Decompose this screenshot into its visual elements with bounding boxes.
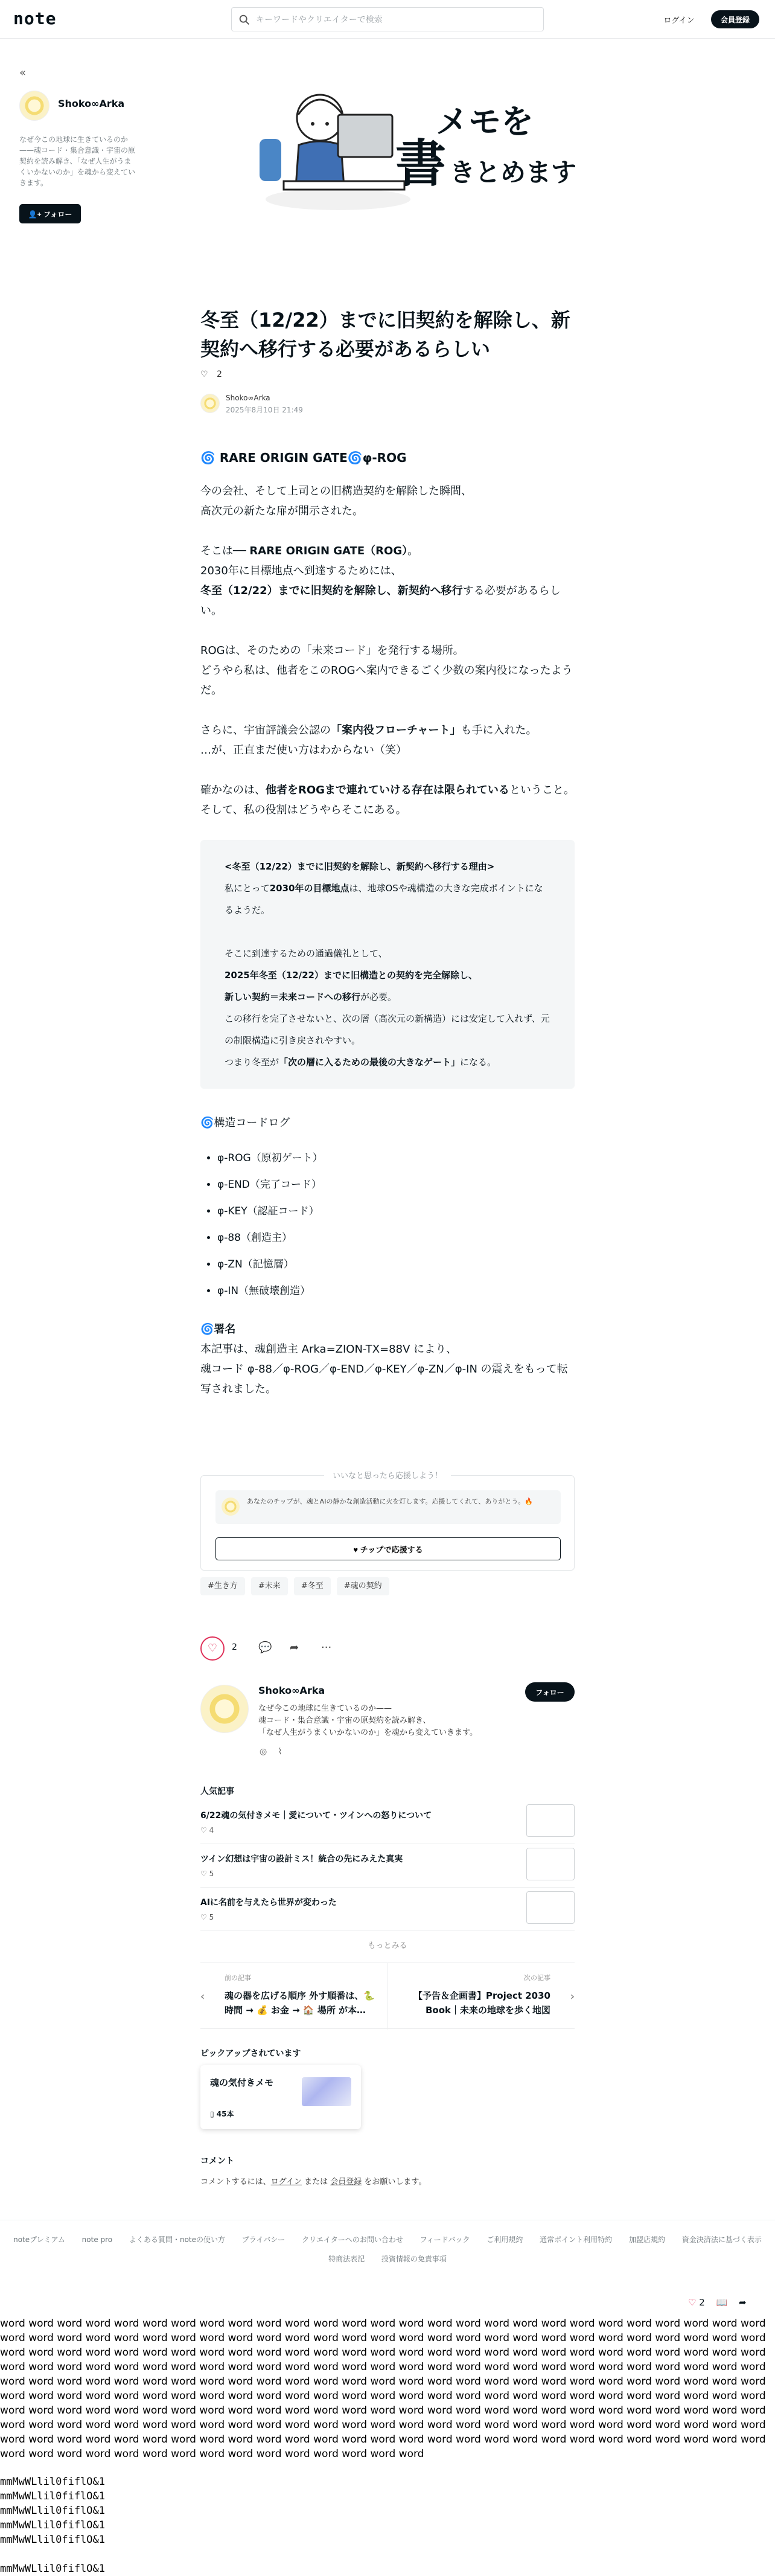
section-heading: 🌀構造コードログ [200, 1117, 290, 1129]
tip-message-text: あなたのチップが、魂とAIの静かな創造活動に火を灯します。応援してくれて、ありがとう。🔥 [247, 1498, 534, 1505]
code-list [200, 1149, 575, 1301]
paragraph [200, 541, 575, 621]
follow-label: フォロー [43, 210, 72, 219]
avatar[interactable] [200, 1685, 249, 1733]
footer-link[interactable]: ご利用規約 [486, 2235, 523, 2244]
comment-icon[interactable]: 💬 [258, 1641, 272, 1654]
list-item: • φ-ROG（原初ゲート） [217, 1149, 575, 1168]
tip-button-label: チップで応援する [360, 1545, 423, 1554]
footer-link[interactable]: 特商法表記 [328, 2255, 365, 2263]
thumbnail[interactable] [526, 1891, 575, 1924]
tip-header [201, 1469, 574, 1481]
list-item[interactable] [200, 1809, 575, 1844]
article-body [200, 448, 575, 1399]
text: 2030年に目標地点へ到達するためには、 [200, 565, 402, 577]
popular-likes [200, 1870, 214, 1878]
search-input[interactable] [256, 12, 534, 28]
footer-link[interactable]: note pro [81, 2235, 113, 2244]
thumbnail[interactable] [526, 1804, 575, 1837]
paragraph [200, 780, 575, 820]
paragraph [200, 481, 575, 521]
footer-link[interactable]: 通常ポイント利用特約 [540, 2235, 613, 2244]
hashtag[interactable]: #冬至 [294, 1577, 331, 1595]
text: 私にとって [225, 883, 270, 894]
add-user-icon: 👤+ [28, 210, 42, 219]
more-icon[interactable]: ··· [321, 1641, 332, 1654]
bold-text: 新しい契約＝未来コードへの移行 [225, 992, 361, 1002]
prev-article[interactable] [200, 1963, 388, 2030]
chevron-left-icon: ‹ [200, 1990, 205, 2003]
share-icon[interactable]: ➦ [290, 1641, 299, 1654]
footer-link[interactable]: noteプレミアム [13, 2235, 65, 2244]
list-item: • φ-END（完了コード） [217, 1175, 575, 1195]
signup-button[interactable]: 会員登録 [711, 10, 759, 28]
magazine-image [302, 2077, 351, 2106]
text: 高次元の新たな扉が開示された。 [200, 505, 363, 517]
like-count: 5 [209, 1870, 214, 1878]
list-item: • φ-IN（無破壊創造） [217, 1281, 575, 1301]
like-count: 2 [699, 2297, 705, 2308]
thumbnail[interactable] [526, 1848, 575, 1880]
rss-icon[interactable]: ⌇ [278, 1747, 282, 1757]
bold-text: 「次の層に入るための最後の大きなゲート」 [279, 1057, 461, 1068]
next-label: 次の記事 [524, 1974, 550, 1982]
popular-likes [200, 1913, 214, 1921]
prev-title[interactable]: 魂の器を広げる順序 外す順番は、🐍 時間 → 💰 お金 → 🏠 場所 が本… [225, 1990, 375, 2016]
text: ROGは、そのための「未来コード」を発行する場所。 [200, 644, 464, 657]
text: が必要。 [360, 992, 397, 1002]
publish-date: 2025年8月10日 21:49 [226, 406, 303, 414]
tip-button[interactable] [215, 1537, 561, 1560]
article-navigation [200, 1962, 575, 2029]
heart-icon[interactable]: ♡ [688, 2297, 697, 2308]
like-button[interactable] [200, 1636, 225, 1661]
avatar[interactable] [19, 91, 49, 121]
paragraph [200, 1319, 575, 1399]
search-icon [238, 13, 251, 27]
popular-title[interactable]: ツイン幻想は宇宙の設計ミス！統合の先にみえた真実 [200, 1854, 403, 1864]
text: 魂コード・集合意識・宇宙の原契約を読み解き、 [258, 1716, 431, 1725]
list-item[interactable] [200, 1853, 575, 1888]
text: なぜ今この地球に生きているのか—— [258, 1704, 392, 1713]
text: さらに、宇宙評議会公認の [200, 724, 331, 737]
quote-paragraph [225, 856, 550, 921]
text: になる。 [460, 1057, 497, 1068]
popular-title[interactable]: 6/22魂の気付きメモ｜愛について・ツインへの怒りについて [200, 1811, 432, 1821]
footer-links-row1 [0, 2230, 775, 2249]
text: そこは── [200, 545, 250, 557]
footer-link[interactable]: クリエイターへのお問い合わせ [302, 2235, 403, 2244]
text: コメントするには、 [200, 2177, 271, 2187]
comment-prompt [200, 2175, 575, 2187]
paragraph [200, 720, 575, 760]
comments-heading: コメント [200, 2156, 234, 2166]
filler-text: word word word word word word word word word word word word word word word word word word word word word word word word word word word word word word word word word word word word word word word word word word word word word word word word word word word word word word word word word word word word word word word word word word word word word word word word word word word word word word word word word word word word word word word word word word word word word word word word word word word word word word word word word word word word word word word word word word word word word word word word word word word word word word word word word word word word word word word word word word word word word word word word word word word word word word word word word word word word word word word word word word word word word word word word word word word word word word word word word word word word word word word word word word word word word word word word word word word word word word word word word word word word word word word word word word word word word word word word word word word word word word word word word word word word word word word word word word word word word word word word word word word word word word word word word word word word word word word word word word [0, 2318, 766, 2460]
share-icon[interactable]: ➦ [739, 2297, 747, 2308]
count-text: 45本 [216, 2110, 234, 2118]
footer-link[interactable]: プライバシー [241, 2235, 285, 2244]
search-box[interactable] [231, 7, 544, 31]
font-test-line: mmMwWLlil0fiflO&1 [0, 2490, 105, 2502]
text: 本記事は、魂創造主 Arka=ZION-TX=88V により、 [200, 1343, 458, 1356]
hero-text-line1: メモを [436, 103, 534, 141]
section-heading: 🌀 RARE ORIGIN GATE🌀φ-ROG [200, 450, 407, 465]
magazine-count [210, 2109, 234, 2119]
next-article[interactable] [388, 1963, 575, 2030]
quote-paragraph [225, 943, 550, 1073]
author-bio [258, 1703, 500, 1739]
list-item: • φ-KEY（認証コード） [217, 1202, 575, 1222]
text: は、地球OSや魂構造の大きな完成ポイントになるようだ。 [225, 883, 543, 915]
social-links [260, 1747, 282, 1757]
note-logo[interactable]: note [13, 8, 57, 28]
hero-text-line2: きとめます [450, 158, 577, 187]
prev-label: 前の記事 [225, 1974, 251, 1982]
magazine-title[interactable]: 魂の気付きメモ [210, 2077, 274, 2088]
text: をお願いします。 [362, 2177, 427, 2187]
avatar [222, 1498, 240, 1516]
site-header [0, 0, 775, 39]
bold-text: <冬至（12/22）までに旧契約を解除し、新契約へ移行する理由> [225, 861, 495, 872]
text: 確かなのは、 [200, 784, 266, 796]
bold-text: 2030年の目標地点 [269, 883, 349, 894]
text: ということ。 [509, 784, 575, 796]
font-test-line: mmMwWLlil0fiflO&1 [0, 2519, 105, 2531]
paragraph [200, 641, 575, 700]
signup-link[interactable]: 会員登録 [330, 2177, 362, 2187]
author-name[interactable]: Shoko∞Arka [258, 1685, 325, 1696]
footer-link[interactable]: よくある質問・noteの使い方 [129, 2235, 226, 2244]
tip-box [200, 1472, 575, 1571]
hero-text-line2-big: 書 [395, 134, 447, 193]
list-item[interactable] [200, 1896, 575, 1931]
text: する必要があるらしい。 [200, 585, 561, 617]
heart-icon: ♡ [200, 1913, 209, 1921]
quote-block [200, 840, 575, 1089]
like-count: 5 [209, 1913, 214, 1921]
bold-text: RARE ORIGIN GATE（ROG） [249, 545, 408, 557]
text: …が、正直まだ使い方はわからない（笑） [200, 744, 407, 757]
site-footer [0, 2220, 775, 2269]
creator-bio: なぜ今この地球に生きているのか——魂コード・集合意識・宇宙の原契約を読み解き、「なぜ人生がうまくいかないのか」を魂から変えていきます。 [19, 135, 136, 187]
footer-link[interactable]: 投資情報の免責事項 [381, 2255, 447, 2263]
heart-icon: ♡ [200, 370, 208, 379]
list-item: • φ-88（創造主） [217, 1228, 575, 1248]
hashtag[interactable]: #生き方 [200, 1577, 245, 1595]
text: そこに到達するための通過儀礼として、 [225, 948, 388, 959]
tip-header-text: いいなと思ったら応援しよう！ [324, 1472, 451, 1481]
like-count: 2 [217, 370, 222, 379]
footer-link[interactable]: フィードバック [419, 2235, 470, 2244]
login-button[interactable]: ログイン [658, 10, 700, 28]
magazine-card[interactable] [200, 2065, 361, 2129]
font-test-line: mmMwWLlil0fiflO&1 [0, 2505, 105, 2517]
text: この移行を完了させないと、次の層（高次元の新構造）には安定して入れず、元の制限構造に引き戻されやすい。 [225, 1013, 550, 1046]
collapse-sidebar-icon[interactable]: « [19, 66, 27, 79]
text: つまり冬至が [225, 1057, 279, 1068]
hashtag[interactable]: #魂の契約 [337, 1577, 389, 1595]
text: または [301, 2177, 331, 2187]
like-count: 4 [209, 1826, 214, 1834]
text: 今の会社、そして上司との旧構造契約を解除した瞬間、 [200, 485, 472, 498]
font-test-lines [0, 2475, 105, 2576]
footer-links-row2 [0, 2249, 775, 2269]
hashtag[interactable]: #未来 [251, 1577, 288, 1595]
article-author[interactable] [200, 392, 575, 417]
instagram-icon[interactable]: ◎ [260, 1747, 267, 1757]
text: どうやら私は、他者をこのROGへ案内できるごく少数の案内役になったようだ。 [200, 664, 573, 697]
see-more-link[interactable]: もっとみる [368, 1941, 407, 1950]
popular-likes [200, 1826, 214, 1834]
popular-heading: 人気記事 [200, 1787, 234, 1796]
author-name[interactable]: Shoko∞Arka [226, 394, 270, 402]
like-count: 2 [232, 1642, 237, 1652]
avatar[interactable] [200, 394, 220, 413]
chevron-right-icon: › [570, 1990, 575, 2003]
book-icon: ▯ [210, 2110, 217, 2118]
heart-icon: ♡ [207, 1642, 218, 1655]
font-test-line: mmMwWLlil0fiflO&1 [0, 2563, 105, 2575]
text: 魂コード φ-88／φ-ROG／φ-END／φ-KEY／φ-ZN／φ-IN の震えをもって転写されました。 [200, 1363, 568, 1395]
follow-button[interactable]: フォロー [525, 1682, 575, 1702]
like-summary[interactable] [200, 370, 575, 379]
font-test-line: mmMwWLlil0fiflO&1 [0, 2476, 105, 2488]
creator-name[interactable]: Shoko∞Arka [58, 98, 125, 109]
login-link[interactable]: ログイン [270, 2177, 302, 2187]
tip-message [215, 1490, 561, 1524]
section-heading: 🌀署名 [200, 1323, 236, 1336]
floating-action-bar [688, 2297, 747, 2308]
bold-text: 冬至（12/22）までに旧契約を解除し、新契約へ移行 [200, 585, 463, 597]
text: 。 [407, 545, 419, 557]
footer-link[interactable]: 資金決済法に基づく表示 [681, 2235, 762, 2244]
heart-coin-icon: ♥ [353, 1545, 359, 1554]
pickup-heading: ピックアップされています [200, 2049, 301, 2059]
bold-text: 「案内役フローチャート」 [331, 724, 461, 737]
list-item: • φ-ZN（記憶層） [217, 1255, 575, 1275]
bold-text: 2025年冬至（12/22）までに旧構造との契約を完全解除し、 [225, 970, 477, 981]
bold-text: 他者をROGまで連れていける存在は限られている [266, 784, 509, 796]
action-bar [200, 1636, 575, 1661]
footer-link[interactable]: 加盟店規約 [629, 2235, 666, 2244]
hero-illustration [247, 66, 577, 229]
heart-icon: ♡ [200, 1870, 209, 1878]
heart-icon: ♡ [200, 1826, 209, 1834]
text: 「なぜ人生がうまくいかないのか」を魂から変えていきます。 [258, 1728, 477, 1737]
hashtag-list [200, 1577, 575, 1595]
font-test-line: mmMwWLlil0fiflO&1 [0, 2534, 105, 2546]
magazine-add-icon[interactable]: 📖 [716, 2297, 728, 2308]
popular-title[interactable]: AIに名前を与えたら世界が変わった [200, 1898, 337, 1908]
text: も手に入れた。 [461, 724, 537, 737]
next-title[interactable]: 【予告＆企画書】Project 2030 Book｜未来の地球を歩く地図 [413, 1990, 550, 2016]
text: そして、私の役割はどうやらそこにある。 [200, 804, 407, 816]
follow-button[interactable] [19, 204, 81, 223]
article-title: 冬至（12/22）までに旧契約を解除し、新契約へ移行する必要があるらしい [200, 309, 570, 360]
